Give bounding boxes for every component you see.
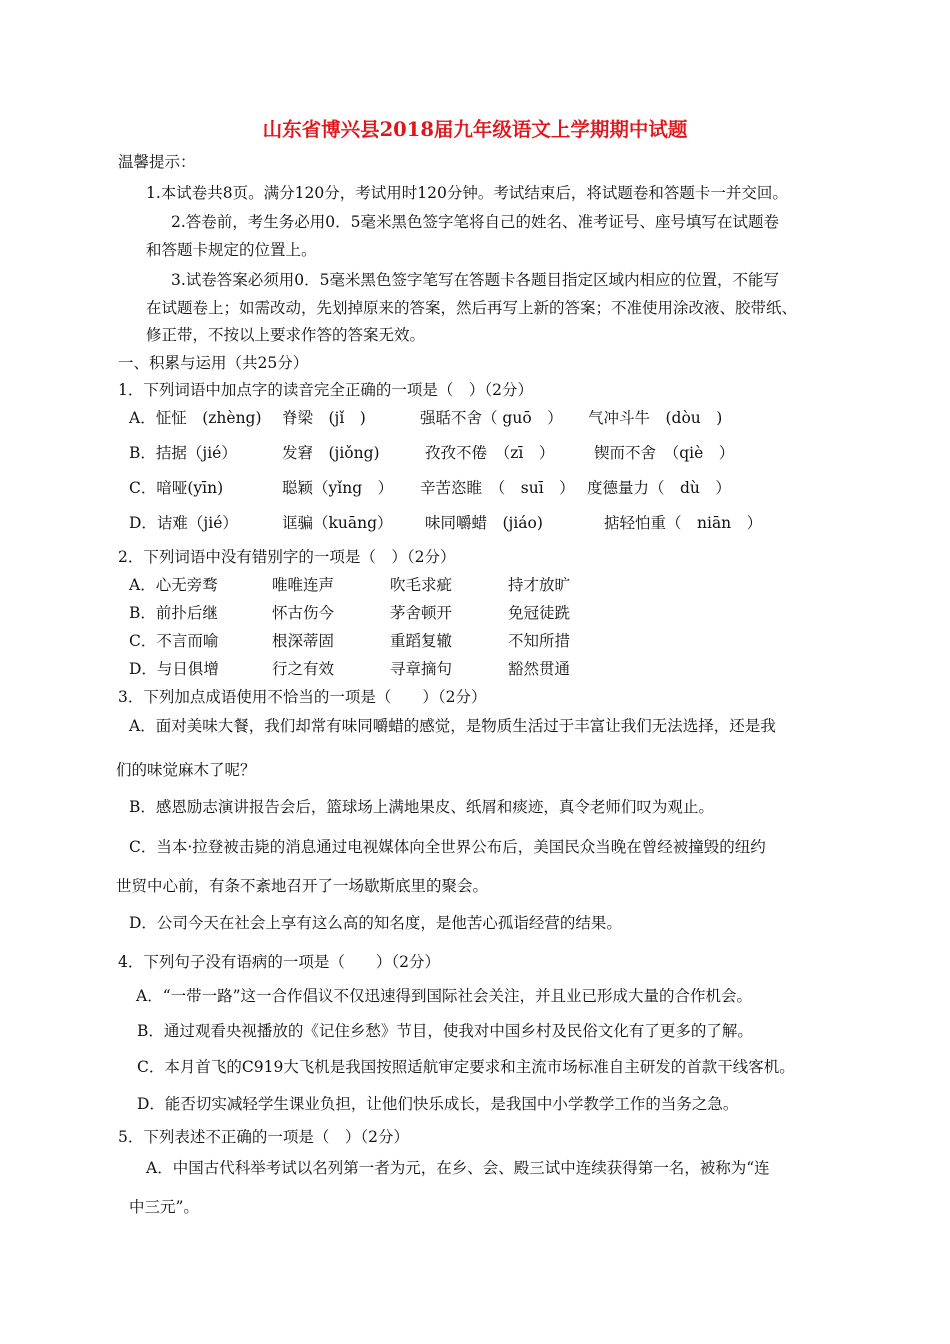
question-5-option-a-line-2: 中三元”。 — [129, 1198, 199, 1216]
question-4-stem: 4．下列句子没有语病的一项是（ ）（2分） — [118, 953, 440, 971]
option-cell: 怀古伤今 — [272, 604, 335, 622]
option-cell: 唯唯连声 — [272, 576, 335, 594]
option-cell: 不知所措 — [508, 632, 571, 650]
option-cell: 发窘 (jiǒng) — [282, 444, 380, 462]
question-4-option-b: B．通过观看央视播放的《记住乡愁》节目，使我对中国乡村及民俗文化有了更多的了解。 — [137, 1022, 753, 1040]
tip-3-line-2: 在试题卷上；如需改动，先划掉原来的答案，然后再写上新的答案；不准使用涂改液、胶带纸、 — [146, 299, 798, 317]
question-3-stem: 3．下列加点成语使用不恰当的一项是（ ）（2分） — [118, 688, 487, 706]
option-cell: D．诘难（jié） — [129, 514, 238, 532]
question-3-option-c-line-2: 世贸中心前，有条不紊地召开了一场歇斯底里的聚会。 — [116, 877, 489, 895]
option-cell: 味同嚼蜡 (jiáo) — [425, 514, 543, 532]
question-3-option-b: B．感恩励志演讲报告会后，篮球场上满地果皮、纸屑和痰迹，真令老师们叹为观止。 — [129, 798, 714, 816]
option-cell: 锲而不舍 （qiè ） — [594, 444, 735, 462]
option-cell: C．喑哑(yīn) — [129, 479, 224, 497]
tip-3-line-3: 修正带，不按以上要求作答的答案无效。 — [146, 326, 426, 344]
option-cell: 孜孜不倦 （zī ） — [425, 444, 555, 462]
option-cell: A．心无旁骛 — [129, 576, 218, 594]
question-4-option-a: A．“一带一路”这一合作倡议不仅迅速得到国际社会关注，并且业已形成大量的合作机会。 — [136, 987, 753, 1005]
option-cell: B．前扑后继 — [129, 604, 218, 622]
option-cell: 茅舍顿开 — [390, 604, 453, 622]
option-cell: A．怔怔 (zhèng) — [129, 409, 262, 427]
option-cell: 气冲斗牛 (dòu ) — [588, 409, 723, 427]
option-cell: 持才放旷 — [508, 576, 571, 594]
option-cell: D．与日俱增 — [129, 660, 219, 678]
option-cell: B．拮据（jié） — [129, 444, 237, 462]
option-cell: 度德量力（ dù ） — [587, 479, 731, 497]
option-cell: 豁然贯通 — [508, 660, 571, 678]
tip-2-line-1: 2.答卷前，考生务必用0．5毫米黑色签字笔将自己的姓名、准考证号、座号填写在试题卷 — [171, 213, 780, 231]
tip-1: 1.本试卷共8页。满分120分，考试用时120分钟。考试结束后，将试题卷和答题卡一并交回。 — [146, 184, 788, 202]
option-cell: 重蹈复辙 — [390, 632, 453, 650]
question-5-option-a-line-1: A．中国古代科举考试以名列第一者为元，在乡、会、殿三试中连续获得第一名，被称为“连 — [146, 1159, 770, 1177]
question-1-stem: 1．下列词语中加点字的读音完全正确的一项是（ ）（2分） — [118, 381, 533, 399]
option-cell: 寻章摘句 — [390, 660, 453, 678]
option-cell: 辛苦恣睢 （ suī ） — [420, 479, 575, 497]
page-title: 山东省博兴县2018届九年级语文上学期期中试题 — [262, 118, 688, 141]
question-4-option-c: C．本月首飞的C919大飞机是我国按照适航审定要求和主流市场标准自主研发的首款干线客机。 — [137, 1058, 795, 1076]
option-cell: 脊梁 (jǐ ) — [282, 409, 366, 427]
option-cell: 行之有效 — [272, 660, 335, 678]
section-heading: 一、积累与运用（共25分） — [118, 354, 309, 372]
option-cell: 强聒不舍（ guō ） — [420, 409, 563, 427]
tip-2-line-2: 和答题卡规定的位置上。 — [146, 241, 317, 259]
option-cell: 掂轻怕重（ niān ） — [604, 514, 763, 532]
option-cell: 聪颖（yǐng ） — [282, 479, 394, 497]
option-cell: 吹毛求疵 — [390, 576, 453, 594]
question-3-option-d: D．公司今天在社会上享有这么高的知名度，是他苦心孤诣经营的结果。 — [129, 914, 622, 932]
question-3-option-a-line-1: A．面对美味大餐，我们却常有味同嚼蜡的感觉，是物质生活过于丰富让我们无法选择，还是我 — [129, 717, 776, 735]
question-5-stem: 5．下列表述不正确的一项是（ ）（2分） — [118, 1128, 409, 1146]
question-3-option-a-line-2: 们的味觉麻木了呢？ — [116, 761, 256, 779]
option-cell: 根深蒂固 — [272, 632, 335, 650]
question-4-option-d: D．能否切实减轻学生课业负担，让他们快乐成长，是我国中小学教学工作的当务之急。 — [137, 1095, 739, 1113]
tips-heading: 温馨提示： — [118, 153, 196, 171]
option-cell: 诓骗（kuāng） — [282, 514, 393, 532]
tip-3-line-1: 3.试卷答案必须用0．5毫米黑色签字笔写在答题卡各题目指定区域内相应的位置，不能写 — [171, 271, 780, 289]
question-3-option-c-line-1: C．当本·拉登被击毙的消息通过电视媒体向全世界公布后，美国民众当晚在曾经被撞毁的纽约 — [129, 838, 766, 856]
option-cell: C．不言而喻 — [129, 632, 219, 650]
question-2-stem: 2．下列词语中没有错别字的一项是（ ）（2分） — [118, 548, 456, 566]
option-cell: 免冠徒跣 — [508, 604, 571, 622]
